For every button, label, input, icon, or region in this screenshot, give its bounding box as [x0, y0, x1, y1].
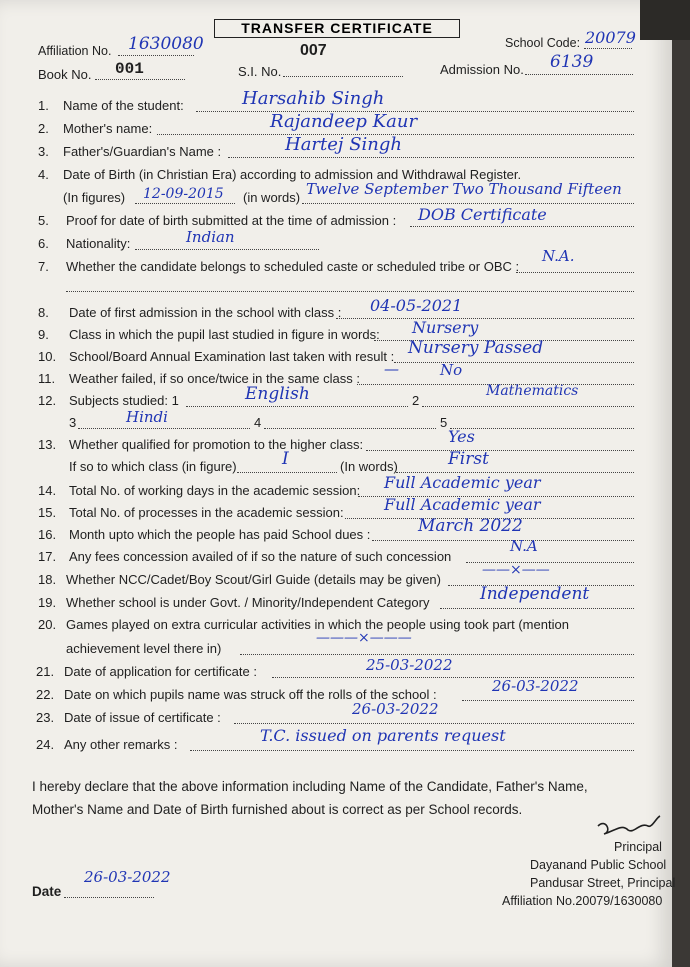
affiliation-line: [118, 55, 194, 56]
dob-proof-value: DOB Certificate: [418, 205, 547, 224]
first-admission-label: Date of first admission in the school with class :: [69, 305, 342, 320]
dues-value: March 2022: [418, 516, 523, 536]
promotion-class-line: [237, 472, 337, 473]
working-days-label: Total No. of working days in the academic session:: [69, 483, 361, 498]
item-number: 15.: [38, 505, 57, 520]
concession-value: N.A: [510, 537, 538, 555]
school-affiliation: Affiliation No.20079/1630080: [502, 894, 663, 908]
subject-1-line: [186, 406, 408, 407]
father-name-value: Hartej Singh: [285, 134, 403, 155]
category-value: Independent: [480, 584, 590, 604]
declaration-line-1: I hereby declare that the above information including Name of the Candidate, Father's Name,: [32, 779, 588, 794]
admission-no-line: [525, 74, 633, 75]
subject-3-line: [78, 428, 250, 429]
dob-figures-line: [135, 203, 235, 204]
serial-number: 007: [300, 42, 327, 59]
item-number: 13.: [38, 437, 57, 452]
first-admission-value: 04-05-2021: [370, 296, 463, 315]
caste-value: N.A.: [542, 247, 575, 265]
affiliation-value: 1630080: [128, 34, 204, 54]
games-value: ———×———: [316, 630, 412, 646]
book-no-label: Book No.: [38, 67, 92, 82]
dob-words-line: [302, 203, 634, 204]
subject-2-line: [422, 406, 634, 407]
subject-2-value: Mathematics: [486, 383, 579, 399]
ncc-value: ——×——: [482, 562, 550, 578]
remarks-line: [190, 750, 634, 751]
mother-name-label: Mother's name:: [63, 121, 153, 136]
admission-no-value: 6139: [550, 52, 594, 72]
subjects-label: Subjects studied: 1: [69, 393, 179, 408]
last-class-value: Nursery: [412, 318, 479, 337]
issue-date-line: [234, 723, 634, 724]
certificate-title: TRANSFER CERTIFICATE: [214, 19, 460, 38]
games-line: [240, 654, 634, 655]
ncc-label: Whether NCC/Cadet/Boy Scout/Girl Guide (details may be given): [66, 572, 441, 587]
category-label: Whether school is under Govt. / Minority/Independent Category: [66, 595, 430, 610]
category-line: [440, 608, 634, 609]
item-number: 19.: [38, 595, 57, 610]
item-number: 10.: [38, 349, 57, 364]
dues-line: [372, 540, 634, 541]
subject-2-label: 2: [412, 393, 420, 408]
item-number: 16.: [38, 527, 57, 542]
affiliation-label: Affiliation No.: [38, 44, 112, 58]
promotion-label: Whether qualified for promotion to the higher class:: [69, 437, 364, 452]
book-no-value: 001: [115, 60, 144, 78]
application-date-value: 25-03-2022: [366, 656, 453, 674]
item-number: 7.: [38, 259, 49, 274]
promotion-words-label: (In words): [340, 459, 398, 474]
promotion-words-value: First: [448, 449, 489, 469]
subject-5-line: [450, 428, 634, 429]
dob-words-value: Twelve September Two Thousand Fifteen: [306, 180, 622, 198]
processes-label: Total No. of processes in the academic session:: [69, 505, 344, 520]
issue-date-value: 26-03-2022: [352, 700, 439, 718]
subject-1-value: English: [245, 384, 310, 404]
failed-dash: —: [384, 360, 399, 378]
item-number: 2.: [38, 121, 49, 136]
principal-signature: [594, 812, 664, 842]
item-number: 22.: [36, 687, 55, 702]
nationality-label: Nationality:: [66, 236, 131, 251]
declaration-line-2: Mother's Name and Date of Birth furnished about is correct as per School records.: [32, 802, 523, 817]
subject-5-label: 5: [440, 415, 448, 430]
promotion-value: Yes: [448, 427, 475, 446]
promotion-class-value: I: [282, 449, 289, 469]
father-name-label: Father's/Guardian's Name :: [63, 144, 222, 159]
item-number: 8.: [38, 305, 49, 320]
item-number: 23.: [36, 710, 55, 725]
sl-no-line: [283, 76, 403, 77]
struck-off-value: 26-03-2022: [492, 677, 579, 695]
item-number: 14.: [38, 483, 57, 498]
nationality-line: [135, 249, 319, 250]
last-exam-line: [394, 362, 634, 363]
dob-proof-line: [410, 226, 634, 227]
principal-title: Principal: [614, 840, 662, 854]
date-value: 26-03-2022: [84, 868, 171, 886]
subject-3-label: 3: [69, 415, 77, 430]
dob-figures-value: 12-09-2015: [143, 186, 224, 202]
item-number: 21.: [36, 664, 55, 679]
admission-no-label: Admission No.: [440, 62, 524, 77]
school-name: Dayanand Public School: [530, 858, 667, 872]
dob-proof-label: Proof for date of birth submitted at the time of admission :: [66, 213, 397, 228]
item-number: 5.: [38, 213, 49, 228]
subject-4-line: [264, 428, 436, 429]
item-number: 4.: [38, 167, 49, 182]
subject-4-label: 4: [254, 415, 262, 430]
item-number: 1.: [38, 98, 49, 113]
item-number: 11.: [38, 371, 56, 386]
school-code-line: [584, 48, 632, 49]
item-number: 9.: [38, 327, 49, 342]
sl-no-label: S.I. No.: [238, 64, 282, 79]
nationality-value: Indian: [186, 228, 235, 246]
mother-name-value: Rajandeep Kaur: [270, 111, 418, 132]
dues-label: Month upto which the people has paid School dues :: [69, 527, 371, 542]
school-code-label: School Code:: [505, 36, 581, 50]
item-number: 6.: [38, 236, 49, 251]
failed-value: No: [440, 361, 463, 379]
father-name-line: [228, 157, 634, 158]
caste-line: [516, 272, 634, 273]
processes-value: Full Academic year: [384, 495, 541, 514]
application-date-label: Date of application for certificate :: [64, 664, 257, 679]
last-exam-label: School/Board Annual Examination last taken with result :: [69, 349, 395, 364]
first-admission-line: [336, 318, 634, 319]
promotion-line: [366, 450, 634, 451]
remarks-value: T.C. issued on parents request: [260, 726, 506, 745]
last-class-label: Class in which the pupil last studied in figure in words:: [69, 327, 380, 342]
struck-off-label: Date on which pupils name was struck off the rolls of the school :: [64, 687, 437, 702]
item-number: 17.: [38, 549, 57, 564]
failed-label: Weather failed, if so once/twice in the same class :: [69, 371, 360, 386]
struck-off-line: [462, 700, 634, 701]
item-number: 24.: [36, 737, 55, 752]
book-no-line: [95, 79, 185, 80]
school-address: Pandusar Street, Principal: [530, 876, 676, 890]
student-name-value: Harsahib Singh: [242, 88, 385, 109]
item-number: 20.: [38, 617, 57, 632]
dob-label: Date of Birth (in Christian Era) according to admission and Withdrawal Register.: [63, 167, 522, 182]
page-curl: [640, 0, 690, 40]
item-number: 18.: [38, 572, 57, 587]
issue-date-label: Date of issue of certificate :: [64, 710, 221, 725]
games-label-2: achievement level there in): [66, 641, 222, 656]
last-exam-value: Nursery Passed: [408, 338, 544, 358]
student-name-label: Name of the student:: [63, 98, 184, 113]
working-days-value: Full Academic year: [384, 473, 541, 492]
school-code-value: 20079: [585, 28, 636, 47]
date-label: Date: [32, 884, 62, 899]
item-number: 12.: [38, 393, 57, 408]
dob-words-label: (in words): [243, 190, 301, 205]
caste-label: Whether the candidate belongs to scheduled caste or scheduled tribe or OBC :: [66, 259, 520, 274]
subject-3-value: Hindi: [126, 408, 168, 426]
games-label: Games played on extra curricular activities in which the people using took part (mention: [66, 617, 569, 632]
concession-label: Any fees concession availed of if so the nature of such concession: [69, 549, 452, 564]
item-number: 3.: [38, 144, 49, 159]
promotion-class-label: If so to which class (in figure): [69, 459, 237, 474]
application-date-line: [272, 677, 634, 678]
dob-figures-label: (In figures): [63, 190, 126, 205]
caste-line-2: [66, 291, 634, 292]
date-line: [64, 897, 154, 898]
remarks-label: Any other remarks :: [64, 737, 178, 752]
